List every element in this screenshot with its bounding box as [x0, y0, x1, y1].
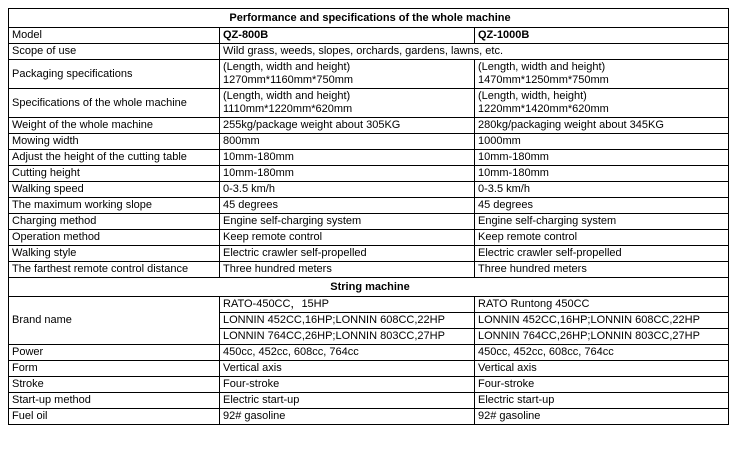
row-label: Mowing width — [9, 134, 220, 150]
table-row — [9, 361, 729, 377]
value-line: (Length, width and height) — [223, 90, 351, 102]
value-a: Electric crawler self-propelled — [220, 246, 475, 262]
value-b: Four-stroke — [475, 377, 729, 393]
table-row — [9, 198, 729, 214]
value-a: Four-stroke — [220, 377, 475, 393]
value-a: 450cc, 452cc, 608cc, 764cc — [220, 345, 475, 361]
table-row — [9, 246, 729, 262]
table-row — [9, 393, 729, 409]
row-label: Walking speed — [9, 182, 220, 198]
value-b: 280kg/packaging weight about 345KG — [475, 118, 729, 134]
table-row — [9, 214, 729, 230]
value-a — [220, 60, 475, 89]
table-row — [9, 60, 729, 89]
value-b: RATO Runtong 450CC — [475, 297, 729, 313]
value-line: 1270mm*1160mm*750mm — [223, 74, 354, 86]
value-b: Vertical axis — [475, 361, 729, 377]
row-label: Model — [9, 28, 220, 44]
table-row — [9, 134, 729, 150]
value-b: 0-3.5 km/h — [475, 182, 729, 198]
table-title: Performance and specifications of the whole machine — [9, 9, 729, 28]
value-b: Electric start-up — [475, 393, 729, 409]
row-label: The maximum working slope — [9, 198, 220, 214]
value-a: LONNIN 452CC,16HP;LONNIN 608CC,22HP — [220, 313, 475, 329]
table-row — [9, 409, 729, 425]
value-b: Keep remote control — [475, 230, 729, 246]
value-line: 1470mm*1250mm*750mm — [478, 74, 609, 86]
value-a: 92# gasoline — [220, 409, 475, 425]
value-a: RATO-450CC，15HP — [220, 297, 475, 313]
table-row — [9, 118, 729, 134]
value-b: LONNIN 764CC,26HP;LONNIN 803CC,27HP — [475, 329, 729, 345]
value-b: 10mm-180mm — [475, 166, 729, 182]
table-row — [9, 345, 729, 361]
row-label: Charging method — [9, 214, 220, 230]
value-a: Electric start-up — [220, 393, 475, 409]
value-a: Keep remote control — [220, 230, 475, 246]
table-row — [9, 377, 729, 393]
value-a: Engine self-charging system — [220, 214, 475, 230]
table-row — [9, 182, 729, 198]
table-row — [9, 262, 729, 278]
value-b: Three hundred meters — [475, 262, 729, 278]
model-row — [9, 28, 729, 44]
value-a: LONNIN 764CC,26HP;LONNIN 803CC,27HP — [220, 329, 475, 345]
value-a: 45 degrees — [220, 198, 475, 214]
value-a: Three hundred meters — [220, 262, 475, 278]
row-label: Fuel oil — [9, 409, 220, 425]
table-row — [9, 89, 729, 118]
value-b: Electric crawler self-propelled — [475, 246, 729, 262]
row-label: Brand name — [9, 297, 220, 345]
value-a: 800mm — [220, 134, 475, 150]
table-row — [9, 166, 729, 182]
value-b: Engine self-charging system — [475, 214, 729, 230]
row-label: Walking style — [9, 246, 220, 262]
row-label: Cutting height — [9, 166, 220, 182]
value-a: 10mm-180mm — [220, 150, 475, 166]
value-line: (Length, width and height) — [478, 61, 606, 73]
value-line: 1110mm*1220mm*620mm — [223, 103, 353, 115]
value-b: 92# gasoline — [475, 409, 729, 425]
row-label: Scope of use — [9, 44, 220, 60]
value-line: (Length, width and height) — [223, 61, 351, 73]
scope-value: Wild grass, weeds, slopes, orchards, gardens, lawns, etc. — [220, 44, 729, 60]
table-row — [9, 230, 729, 246]
scope-row — [9, 44, 729, 60]
value-b — [475, 89, 729, 118]
row-label: Adjust the height of the cutting table — [9, 150, 220, 166]
row-label: Weight of the whole machine — [9, 118, 220, 134]
row-label: The farthest remote control distance — [9, 262, 220, 278]
value-line: 1220mm*1420mm*620mm — [478, 103, 609, 115]
value-a: 255kg/package weight about 305KG — [220, 118, 475, 134]
value-b — [475, 60, 729, 89]
value-b: 10mm-180mm — [475, 150, 729, 166]
value-b: 45 degrees — [475, 198, 729, 214]
value-b: LONNIN 452CC,16HP;LONNIN 608CC,22HP — [475, 313, 729, 329]
value-b: 1000mm — [475, 134, 729, 150]
row-label: Packaging specifications — [9, 60, 220, 89]
spec-table — [8, 8, 729, 425]
value-line: (Length, width, height) — [478, 90, 587, 102]
model-a: QZ-800B — [220, 28, 475, 44]
row-label: Specifications of the whole machine — [9, 89, 220, 118]
model-b: QZ-1000B — [475, 28, 729, 44]
row-label: Power — [9, 345, 220, 361]
value-a: 10mm-180mm — [220, 166, 475, 182]
title-row — [9, 9, 729, 28]
value-a: 0-3.5 km/h — [220, 182, 475, 198]
table-row — [9, 150, 729, 166]
section-row — [9, 278, 729, 297]
row-label: Operation method — [9, 230, 220, 246]
value-a: Vertical axis — [220, 361, 475, 377]
row-label: Start-up method — [9, 393, 220, 409]
table-row — [9, 297, 729, 313]
value-b: 450cc, 452cc, 608cc, 764cc — [475, 345, 729, 361]
row-label: Stroke — [9, 377, 220, 393]
value-a — [220, 89, 475, 118]
section-title: String machine — [9, 278, 729, 297]
row-label: Form — [9, 361, 220, 377]
